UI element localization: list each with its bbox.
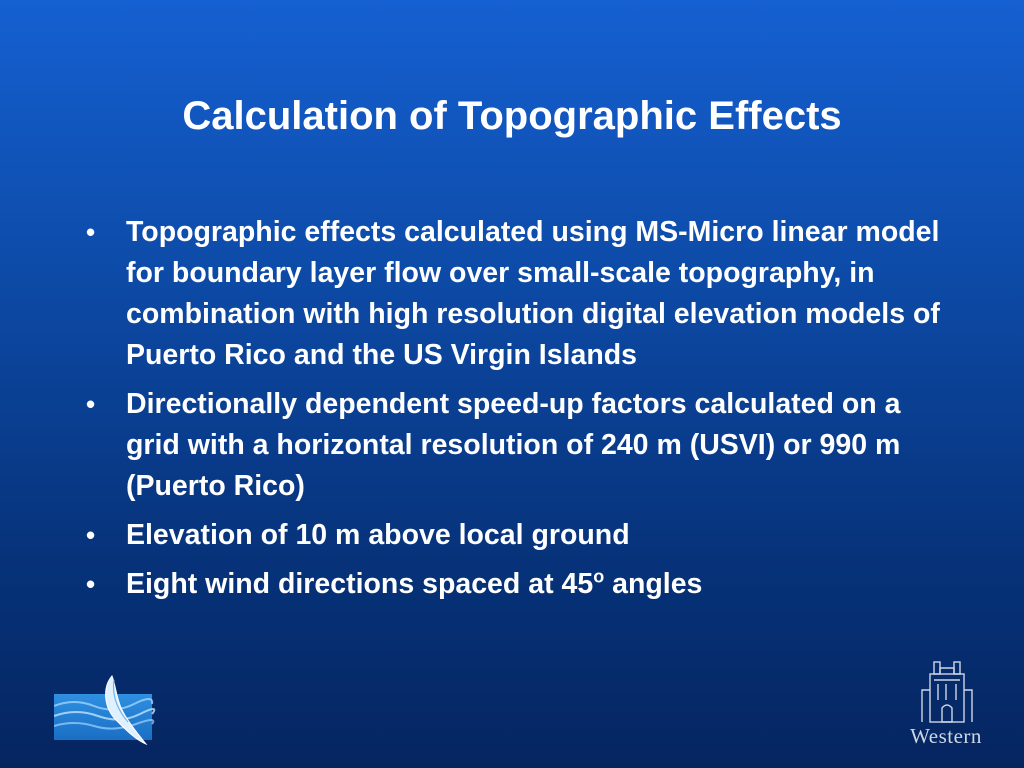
bullet-dot-icon: • bbox=[86, 217, 96, 247]
bullet-item bbox=[84, 564, 944, 605]
bullet-text-before: Eight wind directions spaced at 45 bbox=[126, 568, 594, 600]
bullet-dot-icon: • bbox=[86, 389, 96, 419]
seed-wave-logo-icon bbox=[54, 674, 158, 746]
bullet-text-after: angles bbox=[604, 568, 703, 600]
western-logo-label: Western bbox=[910, 724, 982, 748]
bullet-item bbox=[84, 515, 944, 556]
bullet-text: Directionally dependent speed-up factors calculated on a grid with a horizontal resolution of 240 m (USVI) or 990 m (Puerto Rico) bbox=[126, 388, 901, 502]
bullet-item bbox=[84, 384, 944, 507]
western-tower-logo-icon bbox=[900, 660, 992, 750]
slide-title: Calculation of Topographic Effects bbox=[182, 94, 842, 138]
bullet-list bbox=[84, 212, 944, 613]
degree-superscript: o bbox=[593, 566, 605, 587]
bullet-dot-icon: • bbox=[86, 520, 96, 550]
bullet-text: Topographic effects calculated using MS-Micro linear model for boundary layer flow over small-scale topography, in combination with high resolution digital elevation models of Puerto Rico and the US Virgin Islands bbox=[126, 216, 940, 371]
bullet-dot-icon: • bbox=[86, 569, 96, 599]
bullet-text: Elevation of 10 m above local ground bbox=[126, 519, 630, 551]
bullet-item bbox=[84, 212, 944, 376]
